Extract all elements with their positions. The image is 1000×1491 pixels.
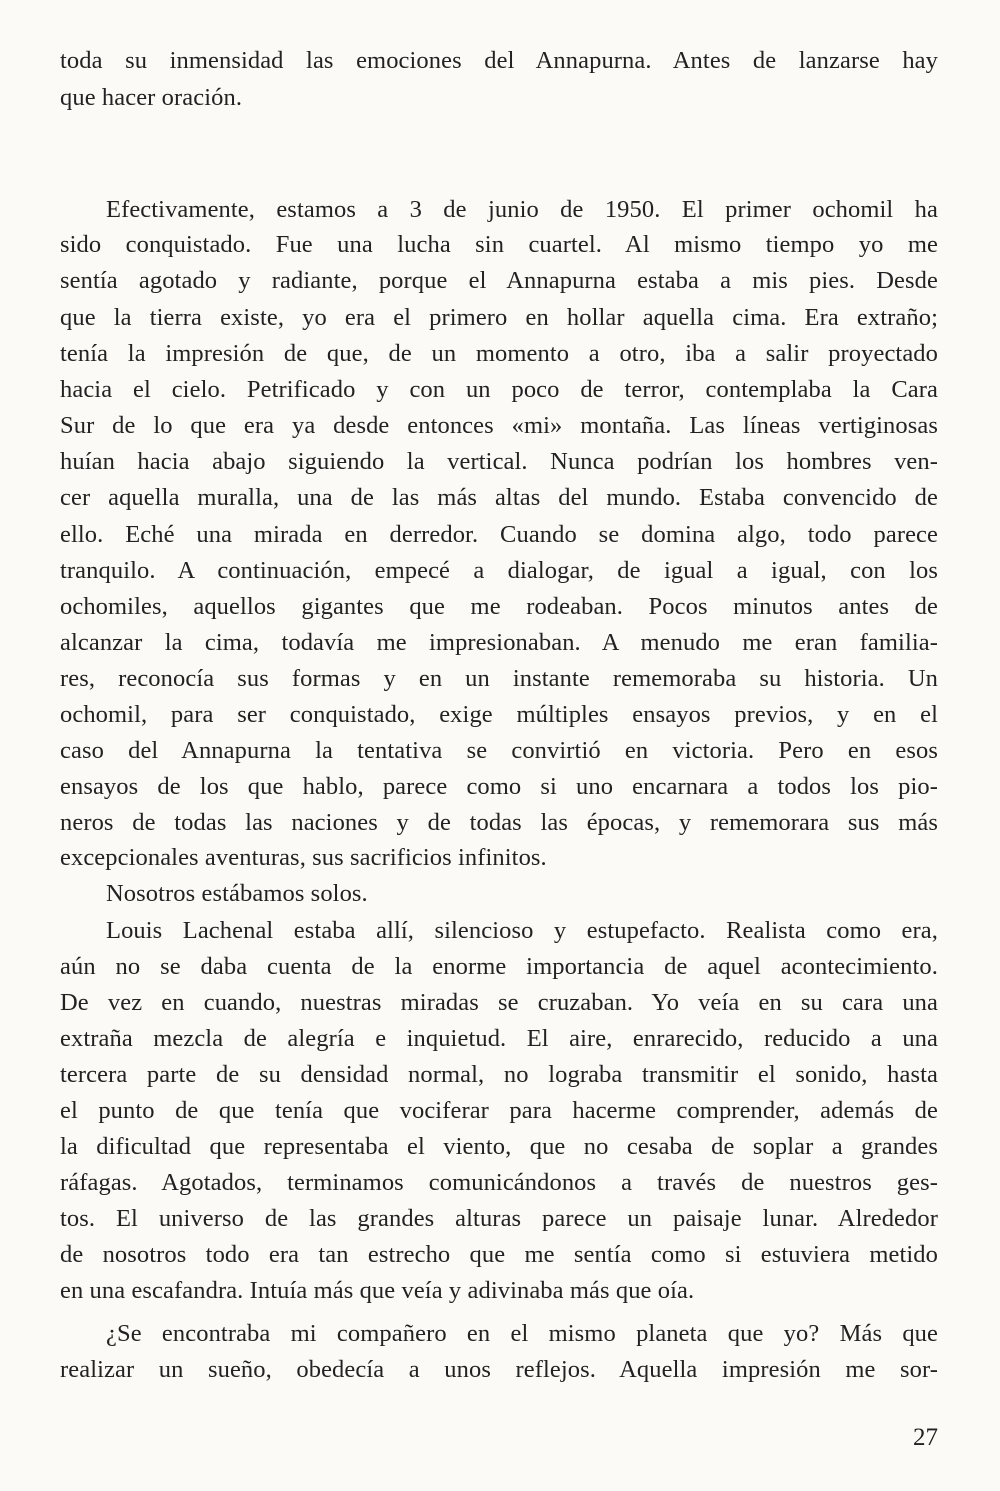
text-line: caso del Annapurna la tentativa se convirtió en victoria. Pero en esos: [60, 737, 938, 764]
text-line: alcanzar la cima, todavía me impresionaban. A menudo me eran familia-: [60, 629, 938, 656]
text-line: tranquilo. A continuación, empecé a dialogar, de igual a igual, con los: [60, 557, 938, 584]
text-line: Efectivamente, estamos a 3 de junio de 1950. El primer ochomil ha: [106, 196, 938, 223]
text-line: ochomil, para ser conquistado, exige múltiples ensayos previos, y en el: [60, 701, 938, 728]
text-line: De vez en cuando, nuestras miradas se cruzaban. Yo veía en su cara una: [60, 989, 938, 1016]
text-line: realizar un sueño, obedecía a unos reflejos. Aquella impresión me sor-: [60, 1356, 938, 1383]
text-line: ¿Se encontraba mi compañero en el mismo planeta que yo? Más que: [106, 1320, 938, 1347]
text-line: la dificultad que representaba el viento, que no cesaba de soplar a grandes: [60, 1133, 938, 1160]
text-line: hacia el cielo. Petrificado y con un poco de terror, contemplaba la Cara: [60, 376, 938, 403]
text-line: aún no se daba cuenta de la enorme importancia de aquel acontecimiento.: [60, 953, 938, 980]
text-line: toda su inmensidad las emociones del Annapurna. Antes de lanzarse hay: [60, 47, 938, 74]
text-line: que la tierra existe, yo era el primero en hollar aquella cima. Era extraño;: [60, 304, 938, 331]
text-line: extraña mezcla de alegría e inquietud. El aire, enrarecido, reducido a una: [60, 1025, 938, 1052]
text-line: excepcionales aventuras, sus sacrificios infinitos.: [60, 844, 547, 871]
text-line: res, reconocía sus formas y en un instante rememoraba su historia. Un: [60, 665, 938, 692]
text-line: neros de todas las naciones y de todas las épocas, y rememorara sus más: [60, 809, 938, 836]
text-line: tenía la impresión de que, de un momento a otro, iba a salir proyectado: [60, 340, 938, 367]
page-number: 27: [913, 1424, 938, 1451]
text-line: sido conquistado. Fue una lucha sin cuartel. Al mismo tiempo yo me: [60, 231, 938, 258]
text-line: ello. Eché una mirada en derredor. Cuando se domina algo, todo parece: [60, 521, 938, 548]
text-line: Sur de lo que era ya desde entonces «mi» montaña. Las líneas vertiginosas: [60, 412, 938, 439]
text-line: que hacer oración.: [60, 84, 243, 111]
text-line: huían hacia abajo siguiendo la vertical. Nunca podrían los hombres ven-: [60, 448, 938, 475]
text-line: ráfagas. Agotados, terminamos comunicándonos a través de nuestros ges-: [60, 1169, 938, 1196]
text-line: el punto de que tenía que vociferar para hacerme comprender, además de: [60, 1097, 938, 1124]
text-line: sentía agotado y radiante, porque el Annapurna estaba a mis pies. Desde: [60, 267, 938, 294]
text-line: Louis Lachenal estaba allí, silencioso y estupefacto. Realista como era,: [106, 917, 938, 944]
text-line: tos. El universo de las grandes alturas parece un paisaje lunar. Alrededor: [60, 1205, 938, 1232]
text-line: de nosotros todo era tan estrecho que me sentía como si estuviera metido: [60, 1241, 938, 1268]
text-line: ochomiles, aquellos gigantes que me rodeaban. Pocos minutos antes de: [60, 593, 938, 620]
text-line: cer aquella muralla, una de las más altas del mundo. Estaba convencido de: [60, 484, 938, 511]
text-line: en una escafandra. Intuía más que veía y adivinaba más que oía.: [60, 1277, 695, 1304]
text-line: Nosotros estábamos solos.: [106, 880, 368, 907]
text-line: ensayos de los que hablo, parece como si uno encarnara a todos los pio-: [60, 773, 938, 800]
text-line: tercera parte de su densidad normal, no lograba transmitir el sonido, hasta: [60, 1061, 938, 1088]
